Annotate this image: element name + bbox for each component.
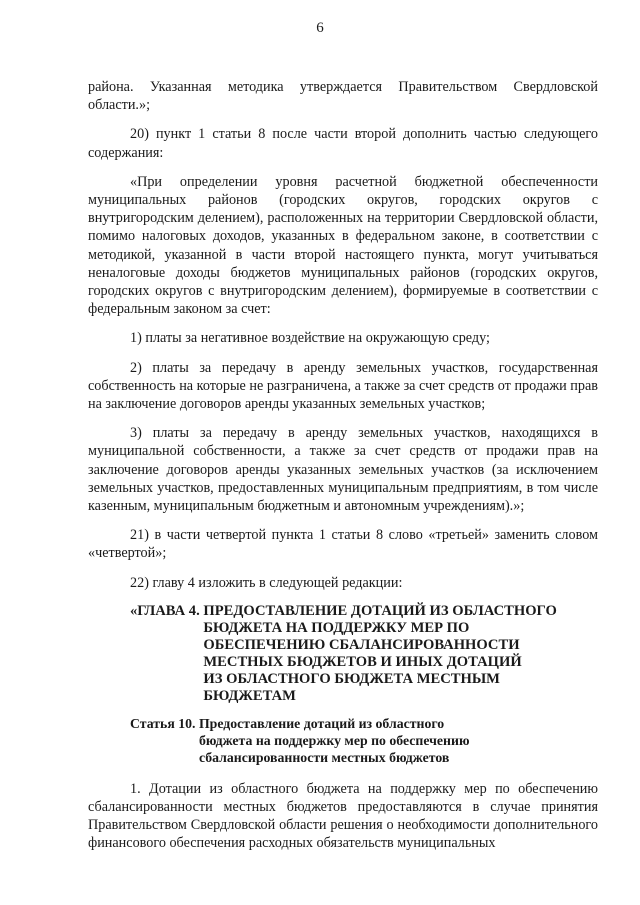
- article-title-line: бюджета на поддержку мер по обеспечению: [198, 732, 470, 748]
- paragraph-item-21: 21) в части четвертой пункта 1 статьи 8 слово «третьей» заменить словом «четвертой»;: [88, 527, 598, 562]
- chapter-title-line: ПРЕДОСТАВЛЕНИЕ ДОТАЦИЙ ИЗ ОБЛАСТНОГО: [203, 602, 557, 619]
- article-label: Статья 10.: [130, 715, 199, 731]
- paragraph-subitem-2: 2) платы за передачу в аренду земельных участков, государственная собственность на которые не разграничена, а также за счет средств от продажи прав на заключение договоров аренды указанных земельных участков;: [88, 359, 598, 413]
- page-number: 6: [316, 20, 324, 36]
- chapter-title-line: БЮДЖЕТА НА ПОДДЕРЖКУ МЕР ПО: [203, 619, 470, 636]
- article-title: [199, 715, 470, 766]
- paragraph-subitem-3: 3) платы за передачу в аренду земельных участков, находящихся в муниципальной собственности, а также за счет средств от продажи прав на заключение договоров аренды указанных земельных участков (за исключением земельных участков, предоставленных муниципальным предприятиям, в том числе казенным, муниципальным бюджетным и автономным учреждениям).»;: [88, 425, 598, 515]
- chapter-title-line: МЕСТНЫХ БЮДЖЕТОВ И ИНЫХ ДОТАЦИЙ: [203, 653, 522, 670]
- paragraph-subitem-1: 1) платы за негативное воздействие на окружающую среду;: [130, 330, 490, 347]
- paragraph-item-22: 22) главу 4 изложить в следующей редакции:: [130, 574, 403, 591]
- chapter-title-line: ИЗ ОБЛАСТНОГО БЮДЖЕТА МЕСТНЫМ: [203, 670, 500, 687]
- chapter-heading: [130, 603, 598, 705]
- chapter-title-line: БЮДЖЕТАМ: [203, 687, 296, 704]
- paragraph-item-20: 20) пункт 1 статьи 8 после части второй дополнить частью следующего содержания:: [88, 126, 598, 161]
- document-body: [88, 78, 598, 864]
- article-title-line: сбалансированности местных бюджетов: [198, 749, 450, 765]
- paragraph-quote-intro: «При определении уровня расчетной бюджетной обеспеченности муниципальных районов (городских округов, городских округов с внутригородским делением), расположенных на территории Свердловской области, помимо налоговых доходов, указанных в федеральном законе, в соответствии с методикой, указанной в части второй настоящего пункта, могут учитываться неналоговые доходы бюджетов муниципальных районов (городских округов, городских округов с внутригородским делением), формируемые в соответствии с федеральным законом за счет:: [88, 173, 598, 318]
- article-title-line: Предоставление дотаций из областного: [198, 715, 445, 731]
- chapter-title-line: ОБЕСПЕЧЕНИЮ СБАЛАНСИРОВАННОСТИ: [203, 636, 520, 653]
- chapter-label: «ГЛАВА 4.: [130, 602, 204, 619]
- article-heading: [130, 715, 598, 766]
- chapter-title: [203, 603, 598, 705]
- paragraph-continuation: района. Указанная методика утверждается Правительством Свердловской области.»;: [88, 79, 598, 114]
- paragraph-article-10-part-1: 1. Дотации из областного бюджета на поддержку мер по обеспечению сбалансированности местных бюджетов предоставляются в случае принятия Правительством Свердловской области решения о необходимости дополнительного финансового обеспечения расходных обязательств муниципальных: [88, 780, 598, 852]
